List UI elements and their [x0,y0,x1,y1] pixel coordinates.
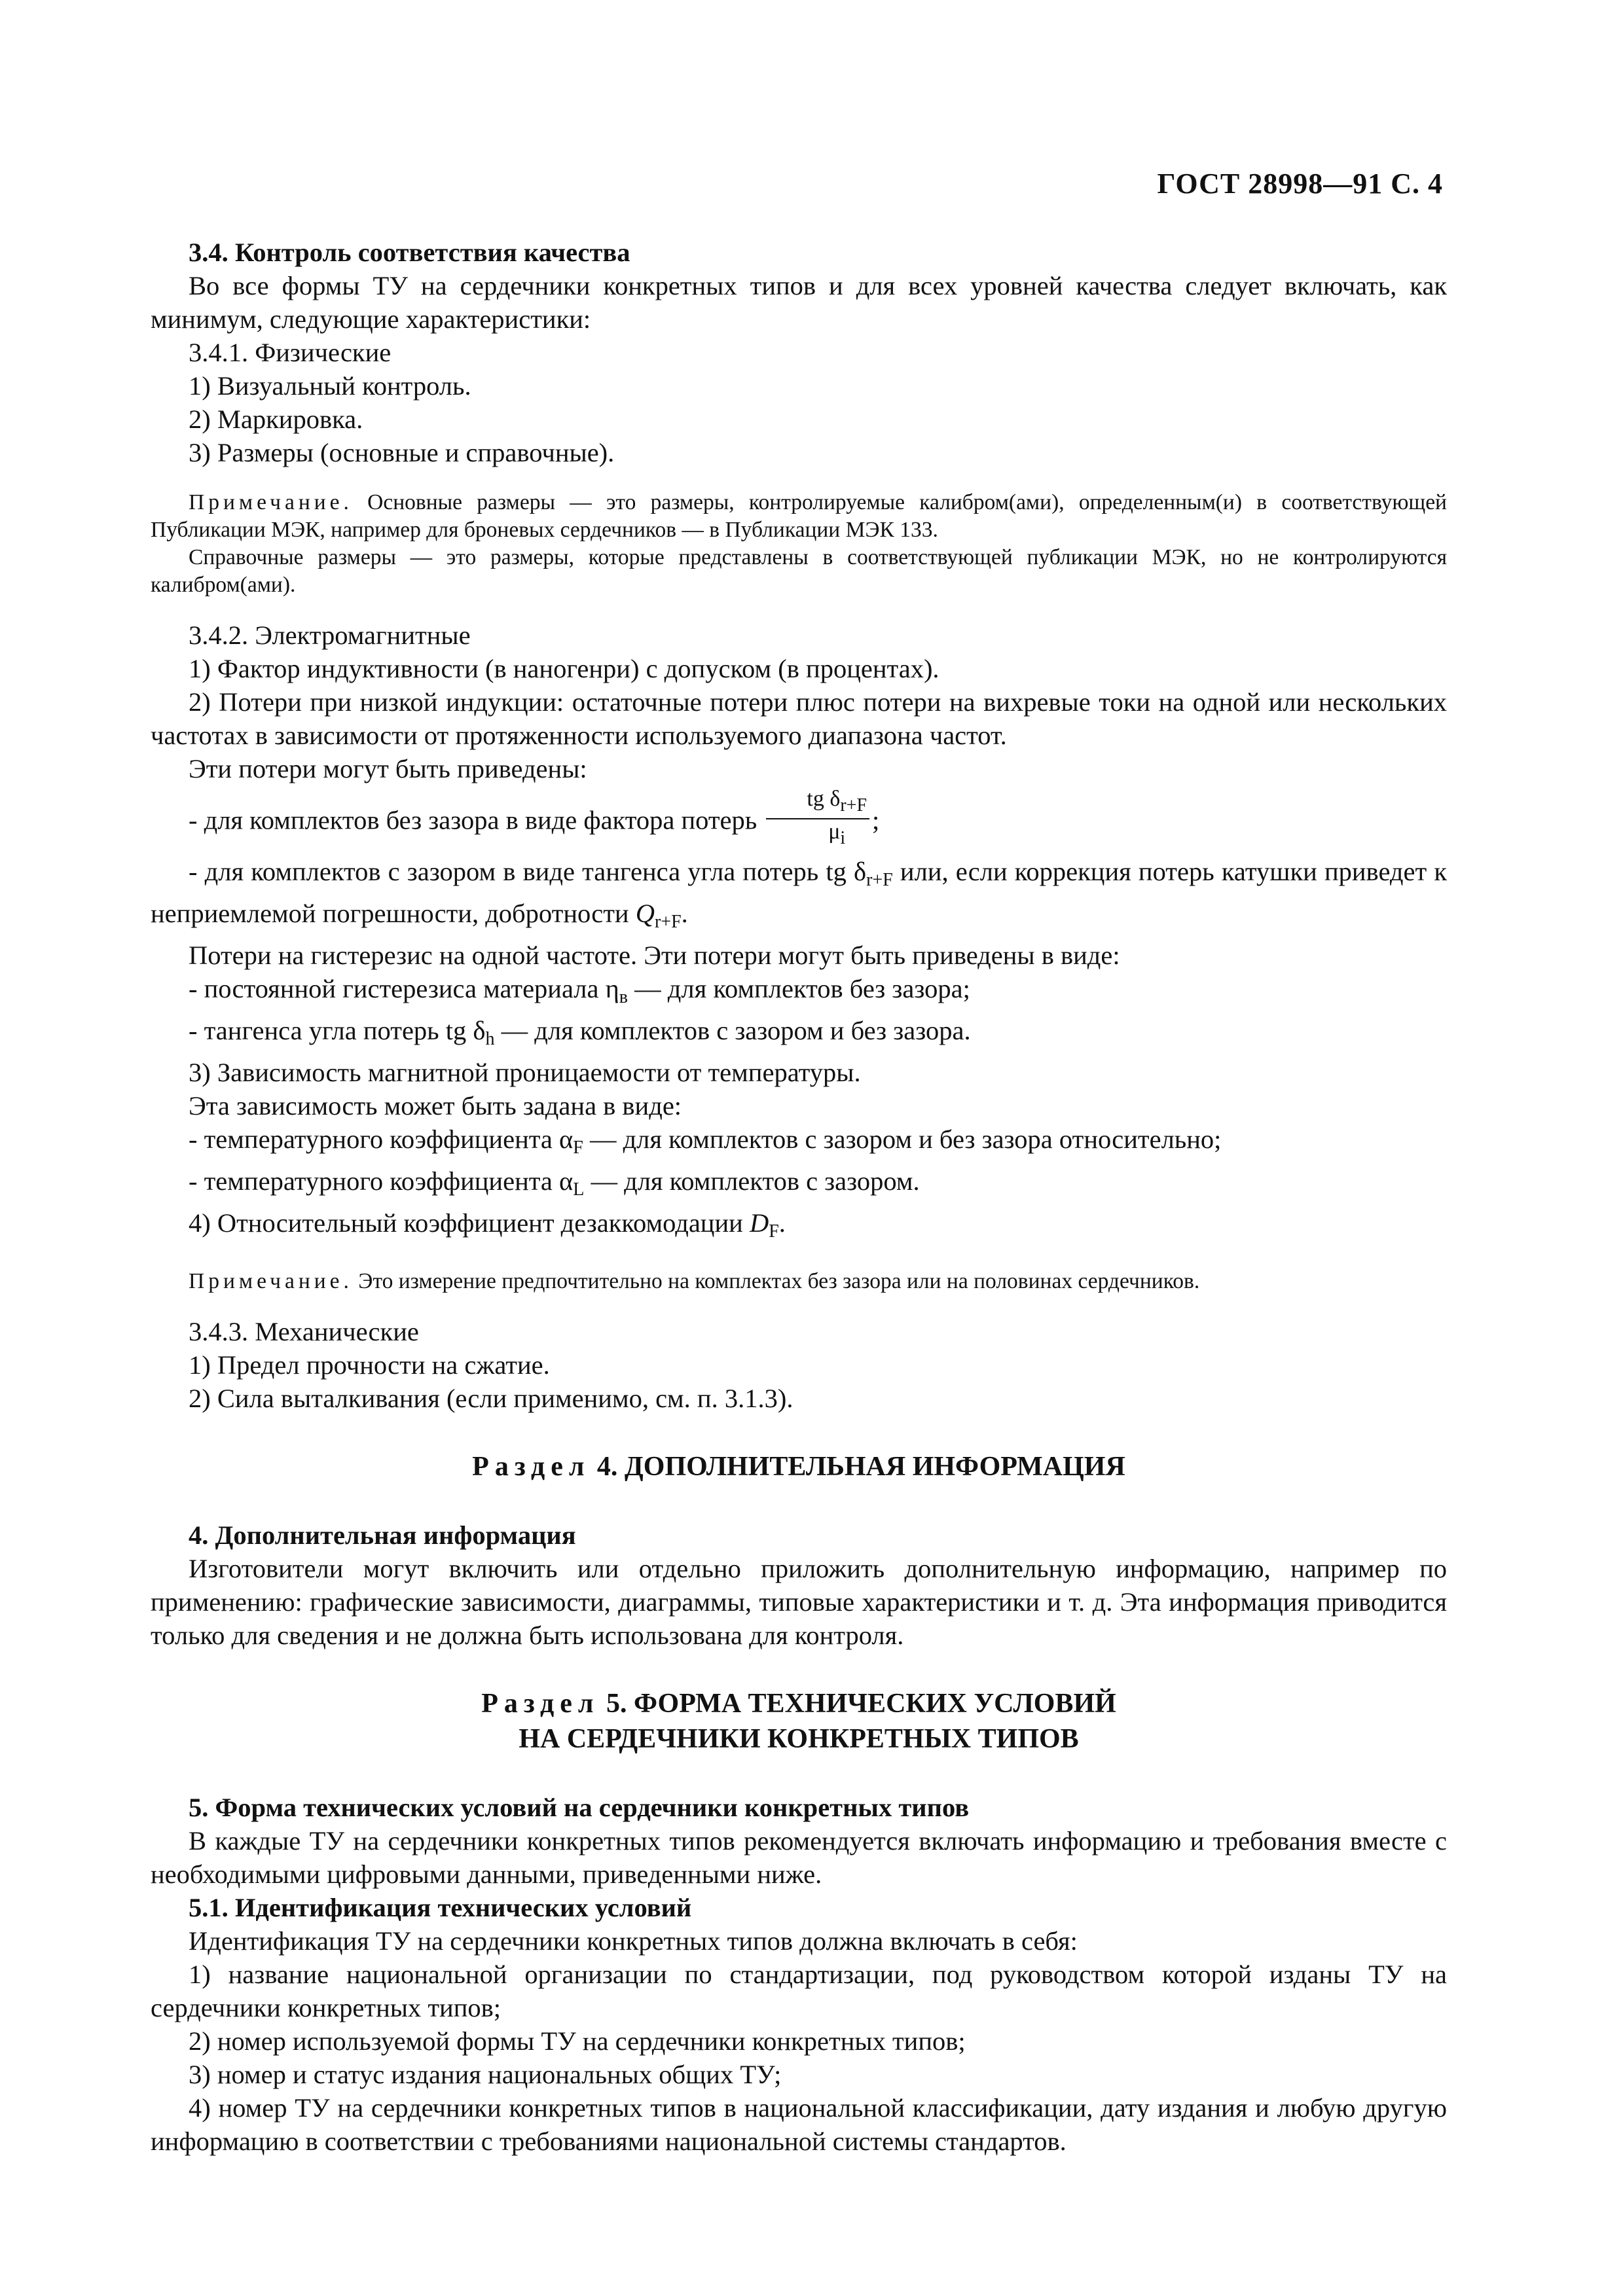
section-5-1-heading: 5.1. Идентификация технических условий [189,1893,692,1922]
note-paragraph: Примечание. Основные размеры — это размеры, контролируемые калибром(ами), определенным(и) в соответствующей Публикации МЭК, например для броневых сердечников — в Публикации МЭК 133. [151,490,1447,542]
formula-line: - для комплектов без зазора в виде фактора потерь $\frac{tg \delta_{r+F}}{\mu_i}$ ; [151,791,1447,855]
note-label: Примечание. [189,490,353,514]
note-paragraph: Примечание. Это измерение предпочтительно на комплектах без зазора или на половинах сердечников. [189,1269,1200,1293]
subsection-3-4-3: 3.4.3. Механические [189,1317,419,1346]
list-item: 1) Фактор индуктивности (в наногенри) с допуском (в процентах). [189,654,939,683]
list-item: - тангенса угла потерь tg $\delta_h$ — для комплектов с зазором и без зазора. [189,1016,971,1049]
paragraph: В каждые ТУ на сердечники конкретных типов рекомендуется включать информацию и требования вместе с необходимыми цифровыми данными, приведенными ниже. [151,1826,1447,1889]
paragraph: Идентификация ТУ на сердечники конкретных типов должна включать в себя: [189,1926,1078,1956]
note-paragraph: Справочные размеры — это размеры, которые представлены в соответствующей публикации МЭК, но не контролируются калибром(ами). [151,545,1447,597]
list-item: 2) Маркировка. [189,404,363,434]
section-5-title-line2: НА СЕРДЕЧНИКИ КОНКРЕТНЫХ ТИПОВ [519,1724,1079,1754]
list-item: - постоянной гистерезиса материала $\eta_в$ — для комплектов без зазора; [189,974,970,1007]
paragraph: Изготовители могут включить или отдельно приложить дополнительную информацию, например по применению: графические зависимости, диаграммы, типовые характеристики и т. д. Эта информация приводится только для сведения и не должна быть использована для контроля. [151,1554,1447,1650]
list-item: 2) Потери при низкой индукции: остаточные потери плюс потери на вихревые токи на одной или нескольких частотах в зависимости от протяженности используемого диапазона частот. [151,687,1447,750]
list-item: 2) Сила выталкивания (если применимо, см. п. 3.1.3). [189,1384,793,1413]
paragraph: Эти потери могут быть приведены: [189,754,587,783]
document-body [151,236,1447,2158]
list-item: 3) Размеры (основные и справочные). [189,438,615,467]
list-item: - температурного коэффициента $\alpha_F$ — для комплектов с зазором и без зазора относительно; [189,1124,1222,1158]
list-item: 3) Зависимость магнитной проницаемости от температуры. [189,1058,861,1087]
list-item: 2) номер используемой формы ТУ на сердечники конкретных типов; [189,2026,966,2056]
subsection-3-4-1: 3.4.1. Физические [189,338,392,367]
list-item: 3) номер и статус издания национальных общих ТУ; [189,2060,782,2089]
section-3-4-heading: 3.4. Контроль соответствия качества [189,238,630,267]
list-item: 4) Относительный коэффициент дезаккомодации $D_F$. [189,1208,786,1242]
paragraph: Во все формы ТУ на сердечники конкретных типов и для всех уровней качества следует включать, как минимум, следующие характеристики: [151,271,1447,334]
formula-line: - для комплектов с зазором в виде тангенса угла потерь tg $\delta_{r+F}$ или, если коррекция потерь катушки приведет к неприемлемой погрешности, добротности $Q_{r+F}$. [151,857,1447,932]
subsection-3-4-2: 3.4.2. Электромагнитные [189,620,471,650]
section-5-title: Раздел 5. ФОРМА ТЕХНИЧЕСКИХ УСЛОВИЙ [481,1689,1116,1719]
loss-factor-fraction: $\frac{tg \delta_{r+F}}{\mu_i}$ [766,787,869,851]
list-item: - температурного коэффициента $\alpha_L$ — для комплектов с зазором. [189,1166,920,1200]
list-item: 1) название национальной организации по стандартизации, под руководством которой изданы ТУ на сердечники конкретных типов; [151,1960,1447,2022]
page-header: ГОСТ 28998—91 С. 4 [1157,168,1443,200]
section-4-heading: 4. Дополнительная информация [189,1520,576,1550]
section-5-heading: 5. Форма технических условий на сердечники конкретных типов [189,1793,970,1822]
paragraph: Потери на гистерезис на одной частоте. Эти потери могут быть приведены в виде: [189,941,1120,970]
note-label: Примечание. [189,1269,353,1293]
list-item: 1) Визуальный контроль. [189,371,471,401]
list-item: 1) Предел прочности на сжатие. [189,1350,550,1380]
list-item: 4) номер ТУ на сердечники конкретных типов в национальной классификации, дату издания и любую другую информацию в соответствии с требованиями национальной системы стандартов. [151,2093,1447,2156]
section-4-title: Раздел 4. ДОПОЛНИТЕЛЬНАЯ ИНФОРМАЦИЯ [472,1452,1125,1482]
paragraph: Эта зависимость может быть задана в виде: [189,1091,682,1121]
